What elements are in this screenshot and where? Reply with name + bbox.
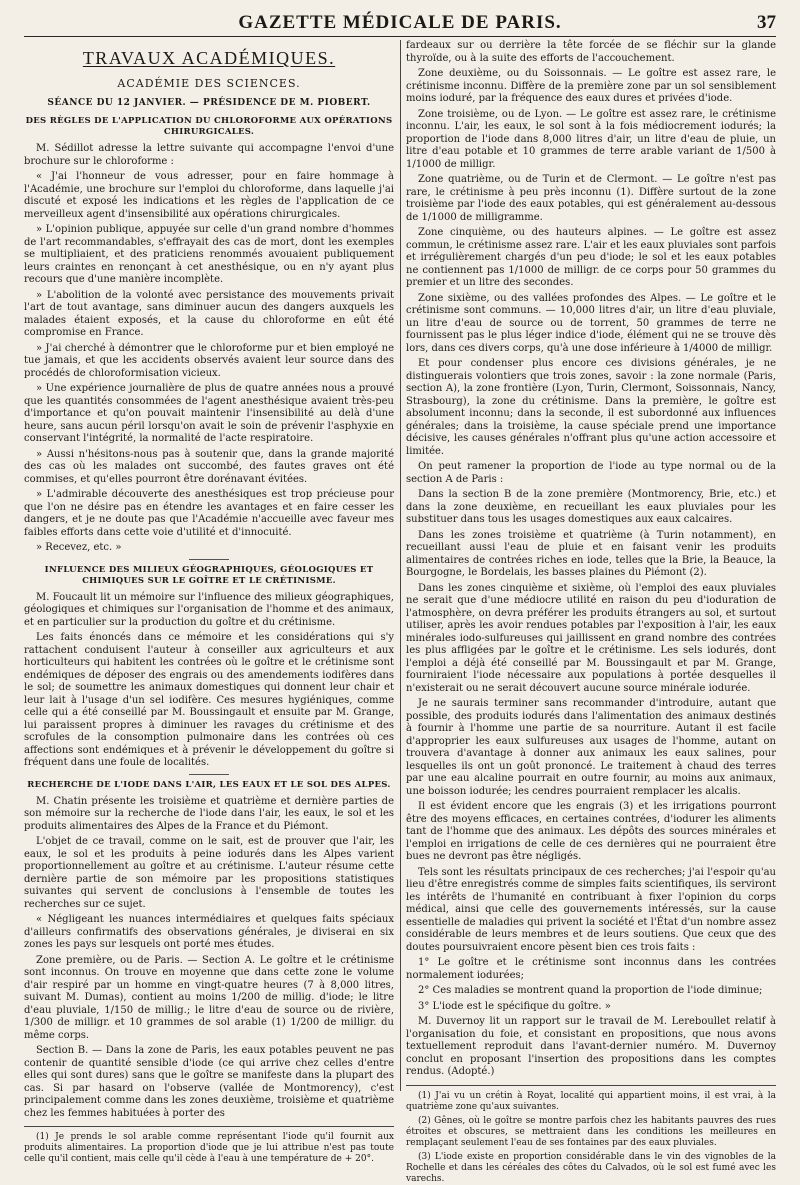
paragraph: M. Foucault lit un mémoire sur l'influence des milieux géographiques, géologiques et chimiques sur l'organisation de l'homme et des animaux, et en particulier sur la production du goître et du crétinisme. xyxy=(24,591,394,628)
column-rule xyxy=(400,40,401,1091)
paragraph: » J'ai cherché à démontrer que le chloroforme pur et bien employé ne tue jamais, et que les accidents observés avaient leur source dans des procédés de chloroformisation vicieux. xyxy=(24,342,394,379)
footnotes xyxy=(24,1132,394,1165)
footnotes xyxy=(406,1091,776,1185)
divider xyxy=(189,774,229,775)
paragraph: » L'opinion publique, appuyée sur celle d'un grand nombre d'hommes de l'art recommandables, s'effrayait des cas de mort, dont les exemples se multipliaient, et des praticiens renommés avouaient publiquement leurs craintes en renonçant à cet anesthésique, ou en n'y ayant plus recours que d'une manière incomplète. xyxy=(24,224,394,285)
section-title: TRAVAUX ACADÉMIQUES. xyxy=(82,48,336,68)
paragraph: » L'admirable découverte des anesthésiques est trop précieuse pour que l'on ne désire pas en étendre les avantages et en faire cesser les dangers, et je ne doute pas que l'Académie n'accueille avec faveur mes faibles efforts dans cette voie d'utilité et d'innocuité. xyxy=(24,489,394,538)
paragraph: Les faits énoncés dans ce mémoire et les considérations qui s'y rattachent conduisent l'auteur à conseiller aux agriculteurs et aux horticulteurs qui habitent les contrées où le goître et le crétinisme sont endémiques de déposer des engrais ou des amendements iodifères dans le sol; de soumettre les animaux domestiques qui donnent leur chair et leur lait à l'usage d'un sel iodifère. Ces mesures hygiéniques, comme celle qui a été conseillé par M. Boussingault et ensuite par M. Grange, lui paraissent propres à diminuer les ravages du crétinisme et des scrofules de la consomption pulmonaire dans les contrées où ces affections sont endémiques et à prévenir le développement du goître si fréquent dans une foule de localités. xyxy=(24,632,394,768)
academy-title: ACADÉMIE DES SCIENCES. xyxy=(117,77,301,90)
paragraph: 1° Le goître et le crétinisme sont inconnus dans les contrées normalement iodurées; xyxy=(406,957,776,981)
paragraph: Dans les zones troisième et quatrième (à Turin notamment), en recueillant aussi l'eau de pluie et en faisant venir les produits alimentaires de contrées riches en iode, telles que la Brie, la Beauce, la Bourgogne, le Bordelais, les basses plaines du Piémont (2). xyxy=(406,529,776,578)
footnote: (1) Je prends le sol arable comme représentant l'iode qu'il fournit aux produits alimentaires. La proportion d'iode que je lui attribue n'est pas toute celle qu'il contient, mais celle qu'il cède à l'eau à une température de + 20°. xyxy=(24,1132,394,1164)
journal-title: GAZETTE MÉDICALE DE PARIS. xyxy=(238,12,562,33)
paragraph: Dans les zones cinquième et sixième, où l'emploi des eaux pluviales ne serait que d'une médiocre utilité en raison du peu d'ioduration de l'atmosphère, on devra préférer les produits étrangers au sol, et surtout utiliser, après les avoir rendues potables par l'exposition à l'air, les eaux minérales iodo-sulfureuses qui jaillissent en grand nombre des contrées les plus affligées par le goître et le crétinisme. Les sels iodurés, dont l'emploi a déjà été conseillé par M. Boussingault et par M. Grange, fourniraient l'iode nécessaire aux populations à portée desquelles il n'existerait ou ne serait découvert aucune source minérale iodurée. xyxy=(406,582,776,694)
page-header xyxy=(24,10,776,37)
paragraph: Zone cinquième, ou des hauteurs alpines. — Le goître est assez commun, le crétinisme assez rare. L'air et les eaux pluviales sont parfois et irrégulièrement chargés d'un peu d'iode; le sol et les eaux potables ne contiennent pas 1/1000 de milligr. de ce corps pour 50 grammes du premier et un litre des secondes. xyxy=(406,227,776,288)
page-number: 37 xyxy=(757,12,776,33)
paragraph: » L'abolition de la volonté avec persistance des mouvements privait l'art de tout avantage, sans diminuer aucun des dangers auxquels les malades étaient exposés, et la cause du chloroforme en eût été compromise en France. xyxy=(24,289,394,338)
paragraph: « Négligeant les nuances intermédiaires et quelques faits spéciaux d'ailleurs confirmatifs des observations générales, je diviserai en six zones les pays sur lesquels ont porté mes études. xyxy=(24,914,394,950)
footnote-rule xyxy=(406,1085,776,1086)
paragraph: Zone sixième, ou des vallées profondes des Alpes. — Le goître et le crétinisme sont communs. — 10,000 litres d'air, un litre d'eau pluviale, un litre d'eau de source ou de torrent, 50 grammes de terre ne fournissent pas le plus léger indice d'iode, élément qui ne se trouve dès lors, dans ces divers corps, qu'à une dose inférieure à 1/4000 de milligr. xyxy=(406,292,776,354)
paragraph: On peut ramener la proportion de l'iode au type normal ou de la section A de Paris : xyxy=(406,461,776,485)
columns xyxy=(24,40,776,1184)
paragraph: Zone troisième, ou de Lyon. — Le goître est assez rare, le crétinisme inconnu. L'air, les eaux, le sol sont à la fois médiocrement iodurés; la proportion de l'iode dans 8,000 litres d'air, un litre d'eau de pluie, un litre d'eau potable et 10 grammes de terre arable variant de 1/500 à 1/1000 de milligr. xyxy=(406,108,776,170)
paragraph: » Une expérience journalière de plus de quatre années nous a prouvé que les quantités consommées de l'agent anesthésique avaient très-peu d'importance et qu'on pouvait maintenir l'insensibilité au delà d'une heure, sans aucun péril lorsqu'on avait le soin de prévenir l'asphyxie en conservant l'intégrité, la normalité de l'acte respiratoire. xyxy=(24,383,394,444)
footnote: (2) Gênes, où le goître se montre parfois chez les habitants pauvres des rues étroites et obscures, se mettraient dans les conditions les meilleures en remplaçant seulement l'eau de ses fontaines par des eaux pluviales. xyxy=(406,1115,776,1148)
paragraph: Section B. — Dans la zone de Paris, les eaux potables peuvent ne pas contenir de quantité sensible d'iode (ce qui arrive chez celles d'entre elles qui sont dures) sans que le goître se manifeste dans la plupart des cas. Si par hasard on l'observe (vallée de Montmorency), c'est principalement comme dans les zones deuxième, troisième et quatrième chez les femmes habituées à porter des xyxy=(24,1045,394,1119)
left-column xyxy=(24,40,394,1164)
paragraph: Il est évident encore que les engrais (3) et les irrigations pourront être des moyens efficaces, en certaines contrées, d'iodurer les aliments tant de l'homme que des animaux. Les dépôts des sources minérales et l'emploi en irrigations de celle de ces dernières qui ne pourraient être bues ne devront pas être négligés. xyxy=(406,801,776,862)
chloroform-heading: DES RÈGLES DE L'APPLICATION DU CHLOROFORME AUX OPÉRATIONS CHIRURGICALES. xyxy=(25,116,393,137)
paragraph: M. Sédillot adresse la lettre suivante qui accompagne l'envoi d'une brochure sur le chloroforme : xyxy=(24,143,394,167)
paragraph: M. Chatin présente les troisième et quatrième et dernière parties de son mémoire sur la recherche de l'iode dans l'air, les eaux, le sol et les produits alimentaires des Alpes de la France et du Piémont. xyxy=(24,795,394,832)
paragraph: 2° Ces maladies se montrent quand la proportion de l'iode diminue; xyxy=(418,985,763,996)
paragraph: fardeaux sur ou derrière la tête forcée de se fléchir sur la glande thyroïde, ou à la suite des efforts de l'accouchement. xyxy=(406,40,776,64)
paragraph: Et pour condenser plus encore ces divisions générales, je ne distinguerais volontiers que trois zones, savoir : la zone normale (Paris, section A), la zone frontière (Lyon, Turin, Clermont, Soissonnais, Nancy, Strasbourg), la zone du crétinisme. Dans la première, le goître est absolument inconnu; dans la seconde, il est subordonné aux influences générales; dans la troisième, la cause spéciale prend une importance décisive, les causes générales n'offrant plus qu'une action accessoire et limitée. xyxy=(406,358,776,457)
divider xyxy=(189,559,229,560)
paragraph: » Recevez, etc. » xyxy=(36,542,122,553)
session-line: SÉANCE DU 12 JANVIER. — PRÉSIDENCE DE M. PIOBERT. xyxy=(47,98,371,108)
paragraph: « J'ai l'honneur de vous adresser, pour en faire hommage à l'Académie, une brochure sur l'emploi du chloroforme, dans laquelle j'ai discuté et exposé les indications et les règles de l'application de ce merveilleux agent d'insensibilité aux opérations chirurgicales. xyxy=(24,171,394,220)
footnote: (3) L'iode existe en proportion considérable dans le vin des vignobles de la Rochelle et dans les céréales des côtes du Calvados, où le sol est fumé avec les varechs. xyxy=(406,1151,776,1184)
paragraph: » Aussi n'hésitons-nous pas à soutenir que, dans la grande majorité des cas où les malades ont succombé, des fautes graves ont été commises, et qu'elles pourront être dorénavant évitées. xyxy=(24,448,394,485)
paragraph: Tels sont les résultats principaux de ces recherches; j'ai l'espoir qu'au lieu d'être enregistrés comme de simples faits scientifiques, ils serviront les intérêts de l'humanité en contribuant à fixer l'opinion du corps médical, ainsi que celle des gouvernements intéressés, sur la cause essentielle de maladies qui privent la société et l'État d'un nombre assez considérable de leurs membres et de leurs soutiens. Que ceux que des doutes poursuivraient encore pèsent bien ces trois faits : xyxy=(406,866,776,953)
paragraph: Zone deuxième, ou du Soissonnais. — Le goître est assez rare, le crétinisme inconnu. Diffère de la première zone par un sol sensiblement moins ioduré, par la fréquence des eaux dures et privées d'iode. xyxy=(406,68,776,104)
iode-heading: RECHERCHE DE L'IODE DANS L'AIR, LES EAUX ET LE SOL DES ALPES. xyxy=(27,779,391,790)
paragraph: Je ne saurais terminer sans recommander d'introduire, autant que possible, des produits iodurés dans l'alimentation des animaux destinés à fournir à l'homme une partie de sa nourriture. Autant il est facile d'approprier les eaux sulfureuses aux usages de l'homme, autant on trouvera d'avantage à donner aux animaux les eaux salines, pour lesquelles ils ont un goût prononcé. Le traitement à chaud des terres par une eau alcaline pourrait en outre fournir, au moins aux animaux, une boisson iodurée; les cendres pourraient remplacer les alcalis. xyxy=(406,698,776,797)
paragraph: L'objet de ce travail, comme on le sait, est de prouver que l'air, les eaux, le sol et les produits à peine iodurés dans les Alpes varient proportionnellement au goître et au crétinisme. L'auteur résume cette dernière partie de son mémoire par les propositions statistiques suivantes qui servent de conclusions à l'ensemble de toutes les recherches sur ce sujet. xyxy=(24,836,394,910)
footnote-rule xyxy=(24,1126,394,1127)
paragraph: Dans la section B de la zone première (Montmorency, Brie, etc.) et dans la zone deuxième, en recueillant les eaux pluviales pour les substituer dans tous les usages domestiques aux eaux calcaires. xyxy=(406,489,776,525)
paragraph: M. Duvernoy lit un rapport sur le travail de M. Lereboullet relatif à l'organisation du foie, et consistant en propositions, que nous avons textuellement reproduit dans l'avant-dernier numéro. M. Duvernoy conclut en proposant l'insertion des propositions dans les comptes rendus. (Adopté.) xyxy=(406,1016,776,1077)
paragraph: Zone première, ou de Paris. — Section A. Le goître et le crétinisme sont inconnus. On trouve en moyenne que dans cette zone le volume d'air respiré par un homme en vingt-quatre heures (7 à 8,000 litres, suivant M. Dumas), contient au moins 1/200 de millig. d'iode; le litre d'eau pluviale, 1/150 de millig.; le litre d'eau de source ou de rivière, 1/300 de milligr. et 10 grammes de sol arable (1) 1/200 de milligr. du même corps. xyxy=(24,954,394,1041)
footnote: (1) J'ai vu un crétin à Royat, localité qui appartient moins, il est vrai, à la quatrième zone qu'aux suivantes. xyxy=(406,1090,776,1112)
right-column xyxy=(406,40,776,1184)
goitre-heading: INFLUENCE DES MILIEUX GÉOGRAPHIQUES, GÉOLOGIQUES ET CHIMIQUES SUR LE GOÎTRE ET LE CRÉTINISME. xyxy=(44,564,374,586)
paragraph: Zone quatrième, ou de Turin et de Clermont. — Le goître n'est pas rare, le crétinisme à peu près inconnu (1). Diffère surtout de la zone troisième par l'iode des eaux potables, qui est généralement au-dessous de 1/1000 de milligramme. xyxy=(406,174,776,223)
paragraph: 3° L'iode est le spécifique du goître. » xyxy=(418,1000,611,1012)
